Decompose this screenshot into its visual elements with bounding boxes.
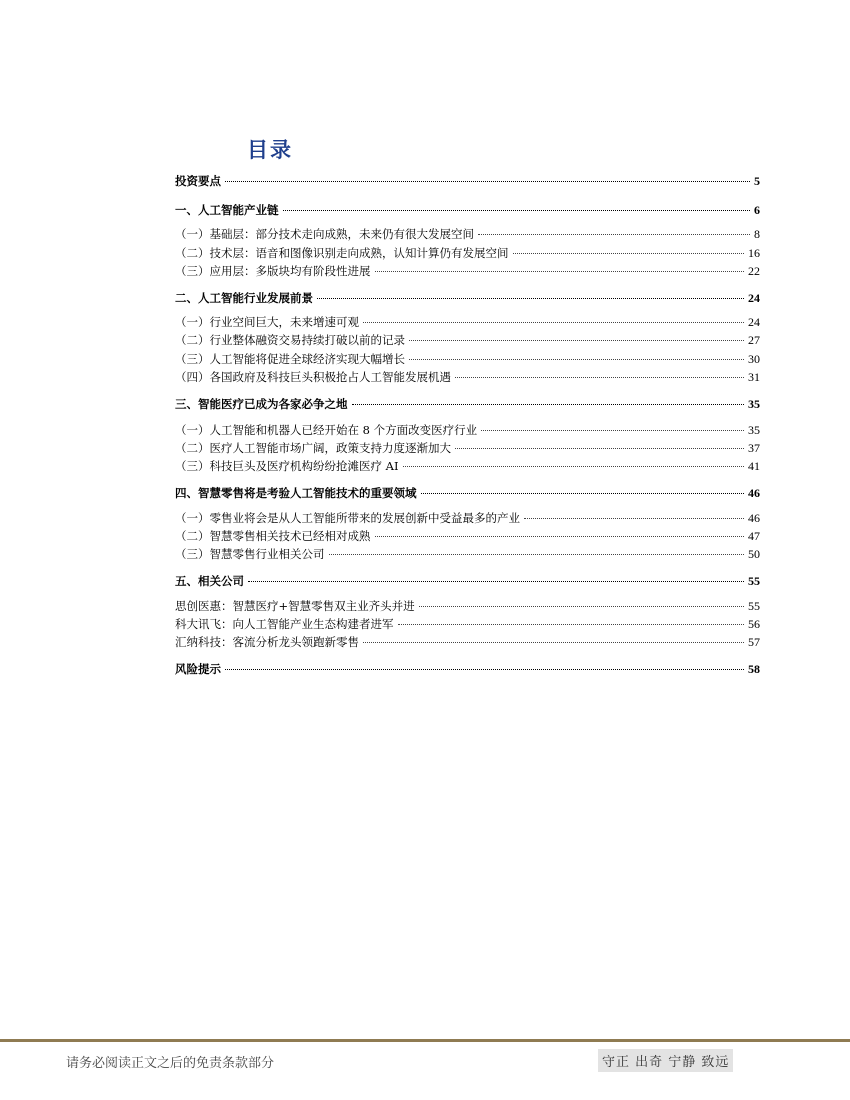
- toc-entry-label: 三、智能医疗已成为各家必争之地: [175, 397, 348, 411]
- toc-entry-label: 二、人工智能行业发展前景: [175, 291, 313, 305]
- toc-entry-label: （二）技术层：语音和图像识别走向成熟，认知计算仍有发展空间: [175, 246, 509, 260]
- toc-entry-label: 风险提示: [175, 662, 221, 676]
- toc-entry-page-number: 30: [748, 352, 760, 366]
- toc-entry-label: （三）智慧零售行业相关公司: [175, 547, 325, 561]
- toc-dot-leader: [481, 430, 744, 431]
- toc-entry[interactable]: [175, 527, 760, 545]
- toc-entry-label: （二）智慧零售相关技术已经相对成熟: [175, 529, 371, 543]
- toc-entry[interactable]: [175, 225, 760, 243]
- toc-entry-label: （一）人工智能和机器人已经开始在 8 个方面改变医疗行业: [175, 423, 478, 437]
- toc-entry[interactable]: [175, 368, 760, 386]
- toc-entry[interactable]: [175, 201, 760, 219]
- toc-dot-leader: [375, 536, 745, 537]
- toc-entry-label: 一、人工智能产业链: [175, 203, 279, 217]
- toc-entry[interactable]: [175, 484, 760, 502]
- toc-entry-label: 五、相关公司: [175, 574, 244, 588]
- toc-entry[interactable]: [175, 615, 760, 633]
- toc-entry-label: （二）行业整体融资交易持续打破以前的记录: [175, 333, 405, 347]
- toc-entry-page-number: 31: [748, 370, 760, 384]
- toc-entry[interactable]: [175, 633, 760, 651]
- toc-entry-page-number: 5: [754, 174, 760, 188]
- toc-dot-leader: [524, 518, 744, 519]
- toc-entry-page-number: 6: [754, 203, 760, 217]
- toc-entry-page-number: 24: [748, 291, 760, 305]
- toc-dot-leader: [455, 377, 744, 378]
- toc-dot-leader: [248, 581, 744, 582]
- toc-entry[interactable]: [175, 572, 760, 590]
- toc-dot-leader: [455, 448, 744, 449]
- toc-dot-leader: [363, 642, 744, 643]
- toc-entry-page-number: 35: [748, 397, 760, 411]
- toc-entry-label: 科大讯飞：向人工智能产业生态构建者进军: [175, 617, 394, 631]
- toc-dot-leader: [419, 606, 744, 607]
- toc-entry-page-number: 8: [754, 227, 760, 241]
- toc-entry[interactable]: [175, 313, 760, 331]
- toc-entry-label: 投资要点: [175, 174, 221, 188]
- toc-entry-page-number: 16: [748, 246, 760, 260]
- toc-entry-page-number: 46: [748, 511, 760, 525]
- toc-entry-page-number: 55: [748, 574, 760, 588]
- toc-entry[interactable]: [175, 244, 760, 262]
- toc-dot-leader: [363, 322, 744, 323]
- toc-entry-label: （三）应用层：多版块均有阶段性进展: [175, 264, 371, 278]
- toc-entry-label: （一）零售业将会是从人工智能所带来的发展创新中受益最多的产业: [175, 511, 520, 525]
- toc-entry[interactable]: [175, 597, 760, 615]
- toc-entry[interactable]: [175, 439, 760, 457]
- footer-disclaimer: 请务必阅读正文之后的免责条款部分: [66, 1056, 275, 1071]
- toc-dot-leader: [329, 554, 745, 555]
- toc-dot-leader: [283, 210, 751, 211]
- toc-dot-leader: [409, 340, 744, 341]
- toc-entry-page-number: 50: [748, 547, 760, 561]
- toc-dot-leader: [352, 404, 745, 405]
- toc-dot-leader: [225, 669, 744, 670]
- toc-entry-page-number: 35: [748, 423, 760, 437]
- toc-entry-label: （三）科技巨头及医疗机构纷纷抢滩医疗 AI: [175, 459, 399, 473]
- toc-dot-leader: [478, 234, 750, 235]
- toc-entry-page-number: 37: [748, 441, 760, 455]
- toc-entry-page-number: 41: [748, 459, 760, 473]
- toc-entry-page-number: 56: [748, 617, 760, 631]
- toc-dot-leader: [375, 271, 745, 272]
- toc-dot-leader: [409, 359, 744, 360]
- toc-entry-page-number: 57: [748, 635, 760, 649]
- toc-entry-page-number: 47: [748, 529, 760, 543]
- toc-entry[interactable]: [175, 395, 760, 413]
- toc-entry[interactable]: [175, 660, 760, 678]
- toc-entry-label: （一）行业空间巨大，未来增速可观: [175, 315, 359, 329]
- toc-entry-page-number: 55: [748, 599, 760, 613]
- toc-entry-page-number: 24: [748, 315, 760, 329]
- toc-entry[interactable]: [175, 350, 760, 368]
- toc-entry-label: 汇纳科技：客流分析龙头领跑新零售: [175, 635, 359, 649]
- toc-dot-leader: [317, 298, 744, 299]
- toc-entry[interactable]: [175, 262, 760, 280]
- toc-entry-page-number: 58: [748, 662, 760, 676]
- toc-entry-page-number: 27: [748, 333, 760, 347]
- toc-entry-label: 四、智慧零售将是考验人工智能技术的重要领域: [175, 486, 417, 500]
- toc-entry[interactable]: [175, 457, 760, 475]
- toc-entry-label: （三）人工智能将促进全球经济实现大幅增长: [175, 352, 405, 366]
- toc-entry[interactable]: [175, 331, 760, 349]
- toc-entry-label: （四）各国政府及科技巨头积极抢占人工智能发展机遇: [175, 370, 451, 384]
- toc-dot-leader: [421, 493, 745, 494]
- toc-dot-leader: [398, 624, 745, 625]
- toc-entry[interactable]: [175, 421, 760, 439]
- toc-dot-leader: [225, 181, 750, 182]
- toc-entry-label: （二）医疗人工智能市场广阔，政策支持力度逐渐加大: [175, 441, 451, 455]
- toc-entry-page-number: 22: [748, 264, 760, 278]
- toc-entry[interactable]: [175, 545, 760, 563]
- toc-dot-leader: [513, 253, 745, 254]
- toc-entry-label: （一）基础层：部分技术走向成熟，未来仍有很大发展空间: [175, 227, 474, 241]
- footer-divider: [0, 1039, 850, 1042]
- toc-entry[interactable]: [175, 509, 760, 527]
- toc-entry-page-number: 46: [748, 486, 760, 500]
- toc-dot-leader: [403, 466, 744, 467]
- toc-entry-label: 思创医惠：智慧医疗+智慧零售双主业齐头并进: [175, 599, 415, 613]
- toc-title: 目录: [247, 138, 293, 162]
- toc-entry[interactable]: [175, 289, 760, 307]
- footer-slogan: 守正 出奇 宁静 致远: [598, 1049, 733, 1072]
- toc-entry[interactable]: [175, 172, 760, 190]
